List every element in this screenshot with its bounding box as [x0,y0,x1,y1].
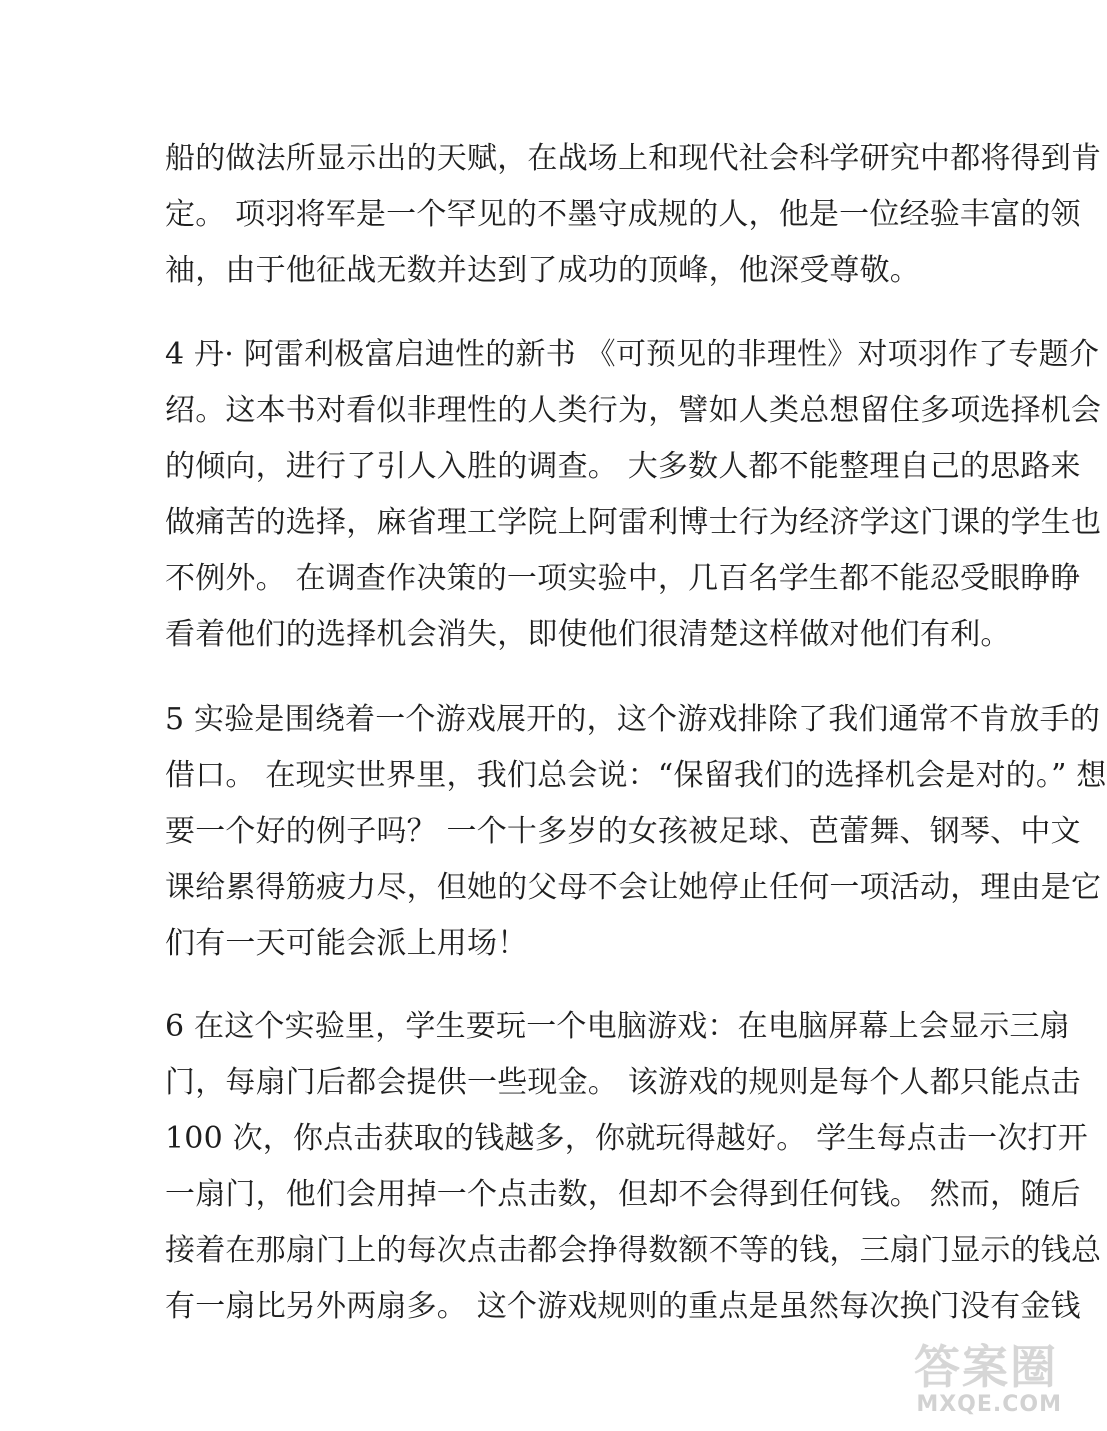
text-line: 袖，由于他征战无数并达到了成功的顶峰，他深受尊敬。 [165,253,920,288]
text-line: 门，每扇门后都会提供一些现金。 该游戏的规则是每个人都只能点击 [165,1065,1081,1100]
text-line: 课给累得筋疲力尽，但她的父母不会让她停止任何一项活动，理由是它 [165,870,1102,905]
watermark-logo: 答案圈 [914,1340,1058,1394]
text-line: 做痛苦的选择，麻省理工学院上阿雷利博士行为经济学这门课的学生也 [165,505,1102,540]
paragraph-6 [165,999,1102,1335]
text-line: 的倾向，进行了引人入胜的调查。 大多数人都不能整理自己的思路来 [165,449,1081,484]
text-line: 绍。这本书对看似非理性的人类行为，譬如人类总想留住多项选择机会 [165,393,1102,428]
watermark-site: MXQE.COM [916,1392,1062,1417]
text-line: 们有一天可能会派上用场！ [165,926,528,961]
text-line: 5 实验是围绕着一个游戏展开的，这个游戏排除了我们通常不肯放手的 [165,702,1101,737]
text-line: 100 次，你点击获取的钱越多，你就玩得越好。 学生每点击一次打开 [165,1121,1088,1156]
text-line: 接着在那扇门上的每次点击都会挣得数额不等的钱，三扇门显示的钱总 [165,1233,1102,1268]
text-line: 4 丹· 阿雷利极富启迪性的新书 《可预见的非理性》对项羽作了专题介 [165,337,1100,372]
paragraph-4 [165,327,1102,663]
text-line: 看着他们的选择机会消失，即使他们很清楚这样做对他们有利。 [165,617,1011,652]
text-line: 船的做法所显示出的天赋，在战场上和现代社会科学研究中都将得到肯 [165,141,1102,176]
paragraph-continuation [165,131,1102,299]
watermark [896,1331,1066,1421]
text-line: 不例外。 在调查作决策的一项实验中，几百名学生都不能忍受眼睁睁 [165,561,1081,596]
text-line: 6 在这个实验里，学生要玩一个电脑游戏：在电脑屏幕上会显示三扇 [165,1009,1070,1044]
text-line: 定。 项羽将军是一个罕见的不墨守成规的人，他是一位经验丰富的领 [165,197,1081,232]
text-line: 要一个好的例子吗？ 一个十多岁的女孩被足球、芭蕾舞、钢琴、中文 [165,814,1081,849]
paragraph-5 [165,692,1107,972]
text-line: 借口。 在现实世界里，我们总会说：“保留我们的选择机会是对的。” 想 [165,758,1107,793]
text-line: 有一扇比另外两扇多。 这个游戏规则的重点是虽然每次换门没有金钱 [165,1289,1081,1324]
text-line: 一扇门，他们会用掉一个点击数，但却不会得到任何钱。 然而，随后 [165,1177,1081,1212]
